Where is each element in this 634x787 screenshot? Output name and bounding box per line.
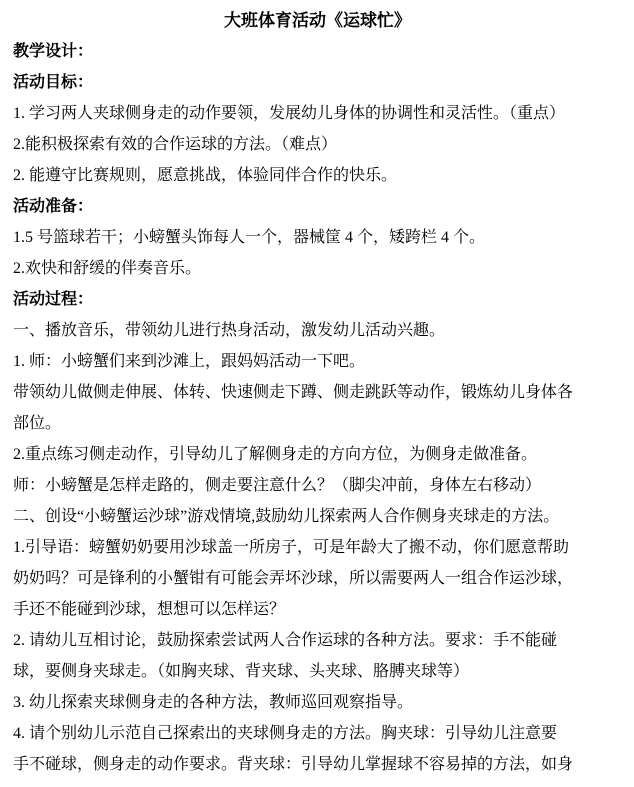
text-line: 2.欢快和舒缓的伴奏音乐。 [13, 260, 202, 277]
text-line: 带领幼儿做侧走伸展、体转、快速侧走下蹲、侧走跳跃等动作，锻炼幼儿身体各 [13, 384, 574, 401]
text-line: 2.能积极探索有效的合作运球的方法。（难点） [13, 136, 338, 153]
text-line: 师：小螃蟹是怎样走路的，侧走要注意什么？（脚尖冲前，身体左右移动） [13, 477, 542, 494]
text-line: 1.引导语：螃蟹奶奶要用沙球盖一所房子，可是年龄大了搬不动，你们愿意帮助 [13, 539, 570, 556]
text-line: 2. 请幼儿互相讨论，鼓励探索尝试两人合作运球的各种方法。要求：手不能碰 [13, 632, 558, 649]
text-line: 奶奶吗？可是锋利的小蟹钳有可能会弄坏沙球，所以需要两人一组合作运沙球， [13, 570, 574, 587]
text-line: 1.5 号篮球若干；小螃蟹头饰每人一个，器械筐 4 个，矮跨栏 4 个。 [13, 229, 486, 246]
section-heading-activity-goals: 活动目标： [13, 74, 94, 91]
section-heading-activity-process: 活动过程： [13, 291, 94, 308]
text-line: 一、播放音乐，带领幼儿进行热身活动，激发幼儿活动兴趣。 [13, 322, 446, 339]
text-line: 2.重点练习侧走动作，引导幼儿了解侧身走的方向方位，为侧身走做准备。 [13, 446, 538, 463]
text-line: 二、创设“小螃蟹运沙球”游戏情境,鼓励幼儿探索两人合作侧身夹球走的方法。 [13, 508, 560, 525]
text-line: 手不碰球，侧身走的动作要求。背夹球：引导幼儿掌握球不容易掉的方法，如身 [13, 756, 574, 773]
text-line: 2. 能遵守比赛规则，愿意挑战，体验同伴合作的快乐。 [13, 167, 398, 184]
text-line: 4. 请个别幼儿示范自己探索出的夹球侧身走的方法。胸夹球：引导幼儿注意要 [13, 725, 558, 742]
page-title: 大班体育活动《运球忙》 [224, 11, 411, 30]
text-line: 部位。 [13, 415, 62, 432]
text-line: 1. 学习两人夹球侧身走的动作要领，发展幼儿身体的协调性和灵活性。（重点） [13, 105, 566, 122]
section-heading-teaching-design: 教学设计： [13, 43, 94, 60]
text-line: 1. 师：小螃蟹们来到沙滩上，跟妈妈活动一下吧。 [13, 353, 366, 370]
section-heading-activity-preparation: 活动准备： [13, 198, 94, 215]
text-line: 球，要侧身夹球走。（如胸夹球、背夹球、头夹球、胳膊夹球等） [13, 663, 470, 680]
text-line: 手还不能碰到沙球，想想可以怎样运？ [13, 601, 286, 618]
text-line: 3. 幼儿探索夹球侧身走的各种方法，教师巡回观察指导。 [13, 694, 414, 711]
